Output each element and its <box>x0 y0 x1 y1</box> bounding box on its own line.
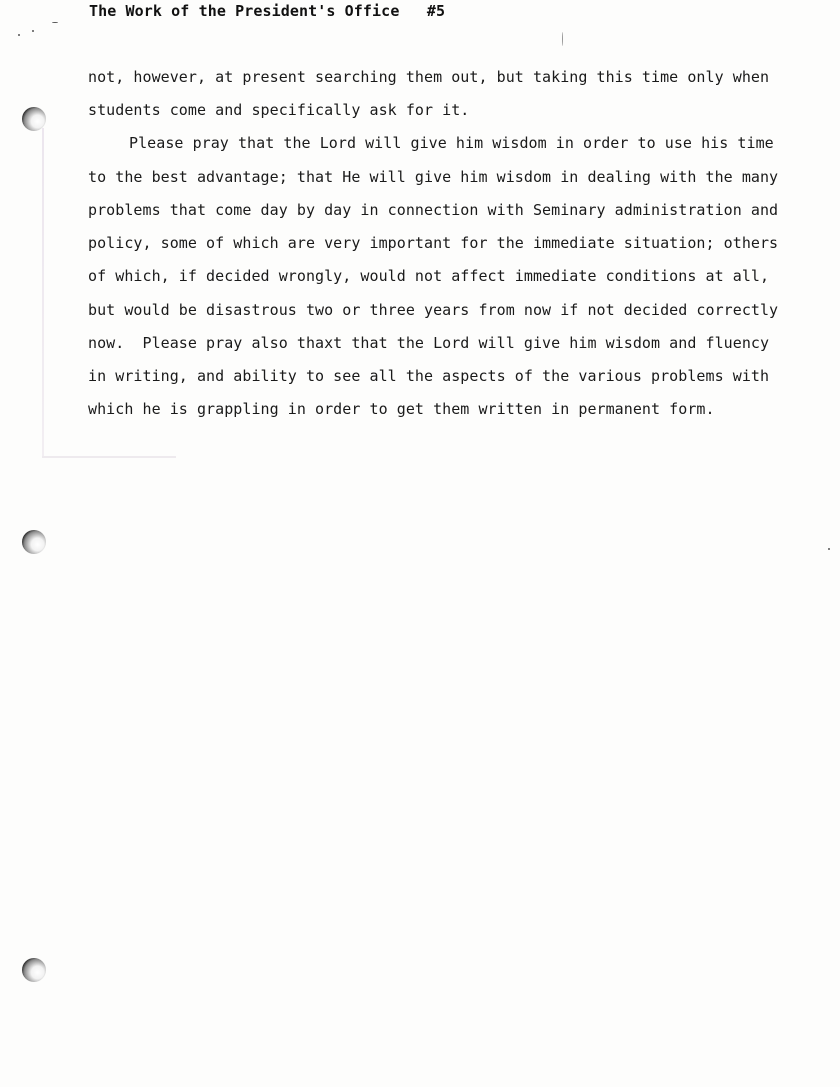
body-line: now. Please pray also thaxt that the Lord will give him wisdom and fluency <box>88 334 770 352</box>
scan-speck <box>32 30 34 32</box>
body-line: which he is grappling in order to get them written in permanent form. <box>88 400 715 418</box>
scan-speck <box>562 32 563 46</box>
scan-speck <box>52 22 58 23</box>
punch-hole-middle <box>22 530 46 554</box>
punch-hole-bottom <box>22 958 46 982</box>
margin-mark-foot <box>42 456 176 458</box>
scan-speck <box>828 548 830 550</box>
body-line: but would be disastrous two or three years from now if not decided correctly <box>88 301 779 319</box>
body-line: in writing, and ability to see all the aspects of the various problems with <box>88 367 770 385</box>
page-number: #5 <box>426 2 446 20</box>
margin-mark <box>42 128 44 458</box>
body-line: problems that come day by day in connection with Seminary administration and <box>88 201 779 219</box>
header-title: The Work of the President's Office <box>89 2 400 20</box>
body-line: not, however, at present searching them out, but taking this time only when <box>88 68 770 86</box>
body-line: of which, if decided wrongly, would not affect immediate conditions at all, <box>88 267 770 285</box>
page-header <box>89 2 445 20</box>
scan-speck <box>18 34 20 36</box>
body-line: to the best advantage; that He will give him wisdom in dealing with the many <box>88 168 779 186</box>
body-line: students come and specifically ask for it. <box>88 101 470 119</box>
punch-hole-top <box>22 107 46 131</box>
body-line: policy, some of which are very important for the immediate situation; others <box>88 234 779 252</box>
body-line: Please pray that the Lord will give him wisdom in order to use his time <box>129 134 774 152</box>
